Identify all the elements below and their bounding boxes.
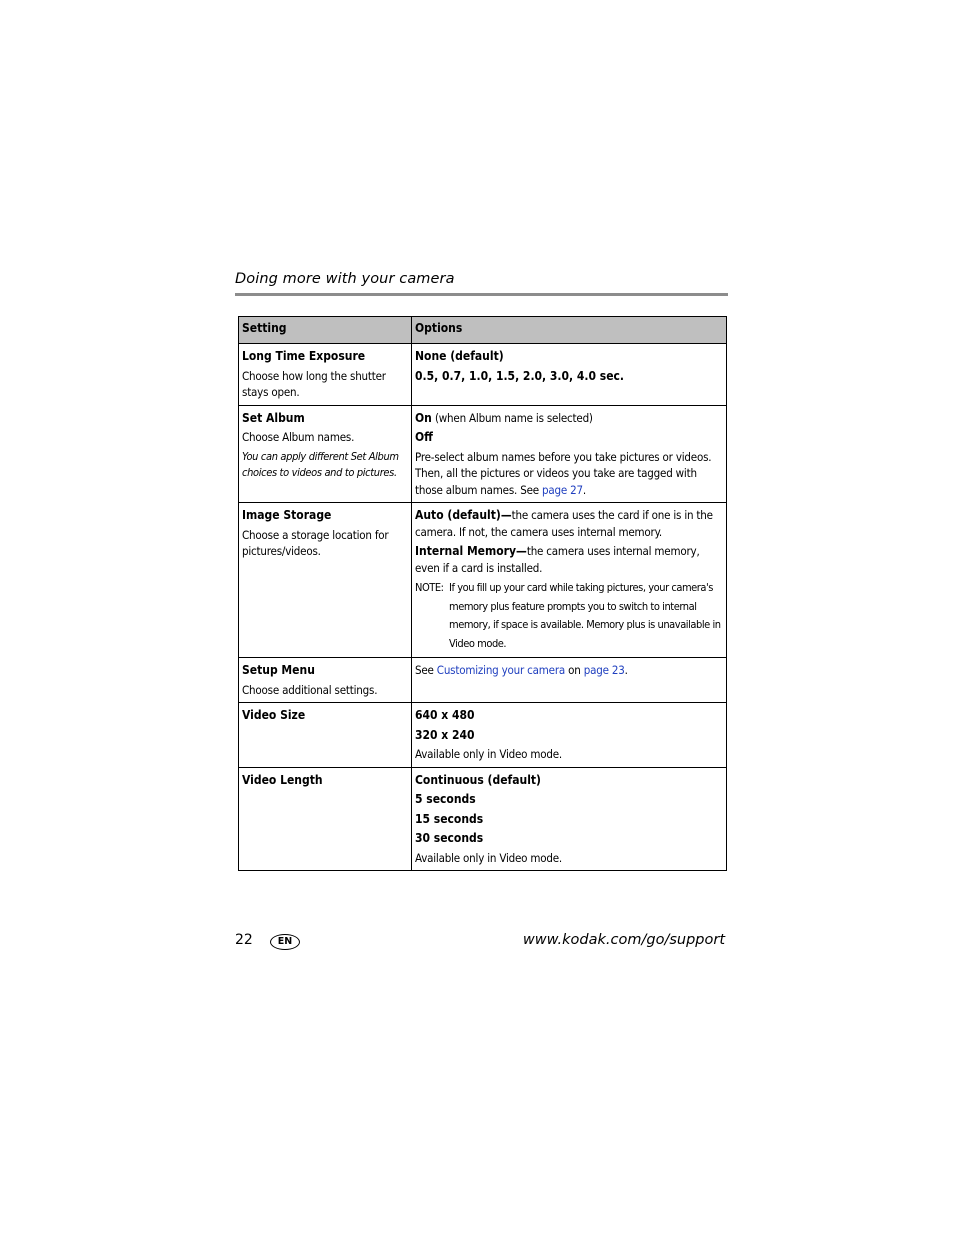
setting-description: Choose additional settings. <box>242 682 378 697</box>
column-header-setting: Setting <box>239 317 412 344</box>
options-cell <box>412 503 727 658</box>
settings-table <box>238 316 727 871</box>
option-internal-text: the camera uses internal memory, even if a card is installed. <box>415 544 700 575</box>
setting-description: Choose Album names. <box>242 430 355 444</box>
table-header-row <box>239 317 727 344</box>
option-item: Off <box>415 430 433 444</box>
option-item: 640 x 480 <box>415 708 475 722</box>
setting-cell <box>239 344 412 406</box>
page-27-link[interactable]: page 27 <box>542 482 583 497</box>
support-url[interactable]: www.kodak.com/go/support <box>522 932 725 948</box>
table-row <box>239 767 727 871</box>
options-cell <box>412 703 727 768</box>
period: . <box>582 482 586 497</box>
header-divider <box>235 293 728 296</box>
option-item: 30 seconds <box>415 831 484 845</box>
option-on-detail: (when Album name is selected) <box>431 410 593 425</box>
setting-cell <box>239 767 412 871</box>
storage-note <box>415 579 723 653</box>
option-item <box>415 543 723 576</box>
setting-name: Long Time Exposure <box>242 349 366 363</box>
page-23-link[interactable]: page 23 <box>583 663 625 677</box>
table-row <box>239 344 727 406</box>
setting-description: Choose a storage location for pictures/videos. <box>242 527 389 558</box>
period: . <box>624 663 628 677</box>
setting-note: You can apply different Set Album choices to videos and to pictures. <box>242 449 399 479</box>
option-item: 320 x 240 <box>415 727 475 742</box>
table-row <box>239 703 727 768</box>
option-item: 0.5, 0.7, 1.0, 1.5, 2.0, 3.0, 4.0 sec. <box>415 368 625 383</box>
setting-name: Setup Menu <box>242 663 315 677</box>
option-description-text: Pre-select album names before you take pictures or videos. Then, all the pictures or videos you take are tagged with those album names. See <box>415 449 712 497</box>
option-item: 15 seconds <box>415 811 484 826</box>
options-cell <box>412 405 727 503</box>
setting-name: Video Size <box>242 708 306 722</box>
option-note: Available only in Video mode. <box>415 747 563 761</box>
setting-cell <box>239 405 412 503</box>
option-internal-label: Internal Memory— <box>415 544 527 558</box>
setting-cell <box>239 703 412 768</box>
option-item <box>415 507 723 540</box>
setting-cell <box>239 503 412 658</box>
option-item: None (default) <box>415 349 504 363</box>
option-item: 5 seconds <box>415 792 476 806</box>
column-header-options: Options <box>412 317 727 344</box>
setting-name: Set Album <box>242 410 305 425</box>
note-label: NOTE: <box>415 581 444 594</box>
table-row <box>239 658 727 703</box>
customizing-camera-link[interactable]: Customizing your camera <box>436 663 566 677</box>
setting-description: Choose how long the shutter stays open. <box>242 368 386 399</box>
options-cell <box>412 658 727 703</box>
note-text: If you fill up your card while taking pictures, your camera's memory plus feature prompts you to switch to internal memory, if space is available. Memory plus is unavailable in Video mode. <box>449 581 721 650</box>
option-auto-text: the camera uses the card if one is in the camera. If not, the camera uses internal memory. <box>415 508 713 539</box>
option-item <box>415 410 723 427</box>
options-cell <box>412 344 727 406</box>
language-badge: EN <box>270 934 300 950</box>
see-text: See <box>415 663 437 677</box>
options-cell <box>412 767 727 871</box>
option-note: Available only in Video mode. <box>415 850 563 865</box>
option-description <box>415 449 723 499</box>
section-title: Doing more with your camera <box>235 271 455 287</box>
option-auto-label: Auto (default)— <box>415 508 512 522</box>
page-number: 22 <box>235 932 253 948</box>
setting-name: Video Length <box>242 772 323 787</box>
on-text: on <box>565 663 584 677</box>
setting-cell <box>239 658 412 703</box>
table-row <box>239 503 727 658</box>
option-item: Continuous (default) <box>415 772 541 787</box>
setting-name: Image Storage <box>242 508 332 522</box>
option-on-label: On <box>415 410 432 425</box>
table-row <box>239 405 727 503</box>
option-description <box>415 662 723 679</box>
